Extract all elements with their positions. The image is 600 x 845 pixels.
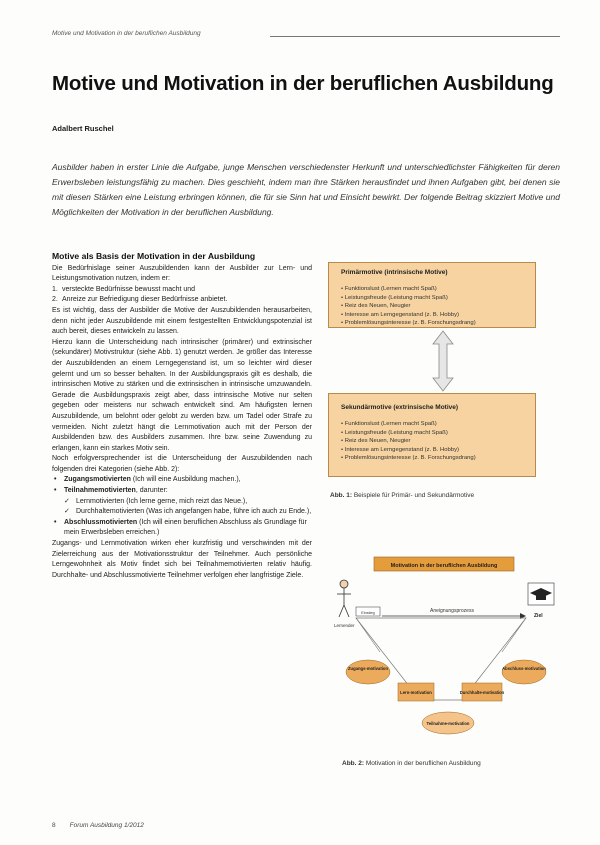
list-text: versteckte Bedürfnisse bewusst macht und — [62, 285, 196, 293]
list-item: • Leistungsfreude (Leistung macht Spaß) — [341, 429, 525, 438]
node-label: Durchhalte-motivation — [459, 690, 505, 695]
category-term: Abschlussmotivierten — [64, 518, 138, 526]
primary-motives-list — [341, 285, 525, 328]
secondary-motives-title: Sekundärmotive (extrinsische Motive) — [341, 404, 459, 411]
list-item: • Interesse am Lerngegenstand (z. B. Hobby) — [341, 446, 525, 455]
category-text: (Ich will einen beruflichen Abschluss als Grundlage für mein Erwerbsleben erreichen.) — [64, 518, 307, 537]
sub-item — [64, 497, 312, 508]
node-label: Zugangs-motivation — [347, 666, 389, 671]
double-arrow-icon — [432, 330, 454, 392]
list-item: • Problemlösungsinteresse (z. B. Forschungsdrang) — [341, 454, 525, 463]
header-rule — [270, 36, 560, 37]
primary-motives-box — [328, 262, 536, 328]
list-text: Anreize zur Befriedigung dieser Bedürfnisse anbietet. — [62, 296, 228, 304]
category-item — [52, 486, 312, 518]
caption-text: Beispiele für Primär- und Sekundärmotive — [352, 492, 475, 499]
list-item: • Funktionslust (Lernen macht Spaß) — [341, 420, 525, 429]
paragraph-5: Zugangs- und Lernmotivation wirken eher kurzfristig und verschwinden mit der Zielerreichung aus der Motivationsstruktur der Teilnehmer. Auch persönliche Lerngewohnheit als Motiv findet sich bei Teilnahmemotivierten relativ häufig. Durchhalte- und Abschlussmotivierte Teilnehmer verfolgen eher langfristige Ziele. — [52, 540, 312, 579]
article-lead: Ausbilder haben in erster Linie die Aufgabe, junge Menschen verschiedenster Herkunft und unterschiedlichster Fähigkeiten für deren Erwerbsleben leistungsfähig zu machen. Dies geschieht, indem man ihre Stärken herausfindet und ihnen Aufgaben gibt, bei denen sie mit diesen Stärken eine Leistung erbringen können, die für sie Sinn hat und Einsicht bewirkt. Der folgende Beitrag skizziert Motive und Möglichkeiten der Motivation in der beruflichen Ausbildung. — [52, 162, 560, 217]
sub-text: Durchhaltemotivierten (Was ich angefangen habe, führe ich auch zu Ende.), — [76, 508, 312, 516]
sub-item — [64, 507, 312, 518]
bullet-icon: • — [54, 487, 57, 495]
running-head: Motive und Motivation in der beruflichen Ausbildung — [52, 30, 201, 37]
bullet-icon: • — [54, 476, 57, 484]
list-item: • Problemlösungsinteresse (z. B. Forschungsdrang) — [341, 319, 525, 328]
category-term: Zugangsmotivierten — [64, 476, 131, 484]
paragraph-1: Die Bedürfnislage seiner Auszubildenden kann der Ausbilder zur Lern- und Leistungsmotivation nutzen, indem er: — [52, 264, 312, 283]
list-item — [52, 285, 312, 296]
secondary-motives-list — [341, 420, 525, 463]
completion-motivation-node — [502, 660, 546, 684]
journal-name: Forum Ausbildung 1/2012 — [69, 822, 144, 829]
section-heading: Motive als Basis der Motivation in der Ausbildung — [52, 251, 256, 261]
page-footer — [52, 822, 144, 829]
list-number: 2. — [52, 296, 58, 304]
article-title: Motive und Motivation in der beruflichen Ausbildung — [52, 72, 554, 95]
motivation-diagram — [330, 555, 560, 750]
node-label: Teilnahme-motivation — [426, 721, 470, 726]
banner-text: Motivation in der beruflichen Ausbildung — [390, 563, 498, 569]
list-number: 1. — [52, 285, 58, 293]
category-item — [52, 518, 312, 539]
list-item: • Reiz des Neuen, Neugier — [341, 437, 525, 446]
graduate-cap-icon — [528, 583, 554, 605]
list-item: • Funktionslust (Lernen macht Spaß) — [341, 285, 525, 294]
checkmark-icon: ✓ — [64, 508, 70, 516]
list-item: • Interesse am Lerngegenstand (z. B. Hobby) — [341, 311, 525, 320]
node-label: Lern-motivation — [400, 690, 432, 695]
list-item: • Reiz des Neuen, Neugier — [341, 302, 525, 311]
person-icon — [337, 580, 351, 617]
figure1-caption — [330, 492, 474, 499]
page-number: 8 — [52, 822, 56, 829]
article-author: Adalbert Ruschel — [52, 124, 114, 133]
paragraph-4: Noch erfolgversprechender ist die Unterscheidung der Auszubildenden nach folgenden drei Kategorien (siehe Abb. 2): — [52, 455, 312, 473]
sub-text: Lernmotivierten (Ich lerne gerne, mich reizt das Neue.), — [76, 497, 248, 505]
caption-label: Abb. 2: — [342, 760, 365, 767]
sub-list — [64, 497, 312, 518]
caption-text: Motivation in der beruflichen Ausbildung — [364, 760, 481, 767]
process-label: Aneignungsprozess — [430, 608, 474, 614]
goal-label: Ziel — [534, 613, 543, 619]
node-label: Abschluss-motivation — [502, 666, 546, 671]
category-term: Teilnahmemotivierten — [64, 487, 136, 495]
category-item — [52, 475, 312, 486]
category-list — [52, 475, 312, 539]
numbered-list — [52, 285, 312, 306]
list-item — [52, 295, 312, 306]
primary-motives-title: Primärmotive (intrinsische Motive) — [341, 269, 448, 276]
category-text: (Ich will eine Ausbildung machen.), — [130, 476, 241, 484]
figure2-caption — [342, 760, 481, 767]
start-small-label: Einstieg — [361, 611, 375, 615]
start-label: Lernender — [334, 623, 355, 628]
access-motivation-node — [346, 660, 390, 684]
secondary-motives-box — [328, 393, 536, 477]
bullet-icon: • — [54, 518, 57, 526]
paragraph-2: Es ist wichtig, dass der Ausbilder die Motive der Auszubildenden herausarbeiten, denn nicht jeder Auszubildende mit einem festgestellten Entwicklungspotenzial ist auch bereit, dieses entwickeln zu lassen. — [52, 306, 312, 336]
paragraph-3: Hierzu kann die Unterscheidung nach intrinsischer (primärer) und extrinsischer (sekundärer) Motivstruktur (siehe Abb. 1) genutzt werden. Je größer das Interesse der Auszubildenden an einem Lerngegenstand ist, um so leichter wird dieser gelernt und um so besser behalten. In der Ausbildungspraxis gilt es deshalb, die intrinsischen Motive zu stärken und die extrinsischen in intrinsische umzuwandeln. Gerade die Ausbildungspraxis zeigt aber, dass intrinsische Motive nur selten gegeben oder meistens nur schwach entwickelt sind. Am häufigsten lernen Auszubildende, um belohnt oder gelobt zu werden bzw. um Tadel oder Strafe zu vermeiden. Nicht zuletzt hängt die Lernmotivation auch mit der Person der Ausbildenden bzw. des Ausbilders zusammen. Ihre bzw. seine Zuwendung zu erlangen, kann ein starkes Motiv sein. — [52, 338, 312, 452]
category-text: , darunter: — [135, 487, 168, 495]
caption-label: Abb. 1: — [330, 492, 353, 499]
checkmark-icon: ✓ — [64, 497, 70, 505]
list-item: • Leistungsfreude (Leistung macht Spaß) — [341, 294, 525, 303]
body-column — [52, 251, 312, 581]
